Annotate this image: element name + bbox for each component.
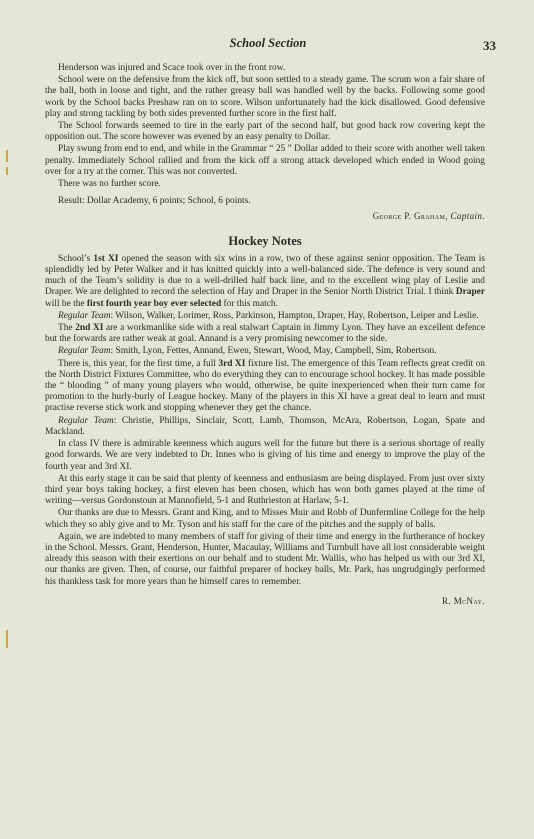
rugby-signature <box>45 211 485 222</box>
running-title: School Section <box>229 36 307 50</box>
team-list-1st-xi: Regular Team: Wilson, Walker, Lorimer, Ross, Parkinson, Hampton, Draper, Hay, Robertson, Leiper and Leslie. <box>58 310 479 321</box>
rugby-paragraph: Play swung from end to end, and while in the Grammar “ 25 ” Dollar added to their score with another well taken penalty. Immediately School rallied and from the kick off a strong attack developed which ended in Wood going over for a try at the corner. This was not converted. <box>45 144 485 177</box>
rugby-paragraph: School were on the defensive from the kick off, but soon settled to a steady game. The scrum won a fair share of the ball, both in loose and tight, and the rather greasy ball was handled well by the backs. Following some good work by the School backs Preshaw ran on to score. Wilson unfortunately had the kick disallowed. Good defensive play and strong tackling by both sides prevented further score in the first half. <box>45 75 485 119</box>
hockey-paragraph: In class IV there is admirable keenness which augurs well for the future but there is a serious shortage of really good forwards. We are very indebted to Dr. Innes who is giving of his time and energy to improve the play of the fourth year and 3rd XI. <box>45 439 485 472</box>
page-number: 33 <box>483 38 496 53</box>
margin-mark <box>6 167 8 175</box>
hockey-paragraph-1st-xi: School’s 1st XI opened the season with six wins in a row, two of these against senior opposition. The Team is splendidly led by Peter Walker and it has knitted quickly into a well-balanced side. The defence is very sound and much of the Team’s solidity is due to a well-drilled half back line, and to the excellent wing play of Leslie and Draper. We are delighted to record the selection of Hay and Draper in the Senior North District Trial. I think Draper will be the first fourth year boy ever selected for this match. <box>45 253 485 309</box>
section-title: Hockey Notes <box>228 233 302 248</box>
rugby-paragraph: There was no further score. <box>58 179 161 190</box>
hockey-paragraph: At this early stage it can be said that plenty of keenness and enthusiasm are being displayed. From just over sixty third year boys taking hockey, a first eleven has been chosen, which has won both games played at the time of writing—versus Gordonstoun at Mannofield, 5-1 and Ruthrieston at Harlaw, 5-1. <box>45 473 485 507</box>
rugby-paragraph: Henderson was injured and Scace took over in the front row. <box>58 63 286 73</box>
hockey-paragraph-2nd-xi: The 2nd XI are a workmanlike side with a real stalwart Captain in Jimmy Lyon. They have an excellent defence but the forwards are rather weak at goal. Annand is a very promising newcomer to the side. <box>45 323 486 345</box>
team-list-2nd-xi: Regular Team: Smith, Lyon, Fettes, Annand, Ewen, Stewart, Wood, May, Campbell, Sim, Robertson. <box>58 346 437 357</box>
page-body <box>45 63 485 608</box>
signature-role: Captain. <box>450 211 485 222</box>
margin-mark <box>6 150 8 162</box>
hockey-paragraph-3rd-xi: There is, this year, for the first time, a full 3rd XI fixture list. The emergence of this Team reflects great credit on the North District Fixtures Committee, who do everything they can to encourage school hockey. It has made possible the “ blooding ” of many young players who would, otherwise, be quite inexperienced when their turn came for promotion to the hurly-burly of League hockey. Many of the players in this XI have a great deal to learn and must practise reverse stick work and stopping whenever they get the chance. <box>45 358 485 414</box>
hockey-paragraph: Our thanks are due to Messrs. Grant and King, and to Misses Muir and Robb of Dunfermline College for the help which they so ably give and to Mr. Tyson and his staff for the care of the pitches and the supply of balls. <box>45 508 485 530</box>
hockey-signature: R. McNay. <box>442 595 485 606</box>
hockey-paragraph: Again, we are indebted to many members of staff for giving of their time and energy in the furtherance of hockey in the School. Messrs. Grant, Henderson, Hunter, Macaulay, Williams and Turnbull have all lost considerable weight already this season with their exertions on our behalf and to student Mr. Wallis, who has helped us with our 3rd XI, our thanks are given. Then, of course, our faithful preparer of hockey balls, Mr. Park, has ungrudgingly performed his thankless task for more years than he himself cares to remember. <box>45 531 485 587</box>
team-list-3rd-xi: Regular Team: Christie, Phillips, Sinclair, Scott, Lamb, Thomson, McAra, Robertson, Logan, Spate and Mackland. <box>45 415 485 437</box>
page-header <box>40 36 496 56</box>
signature-name: George P. Graham, <box>372 211 448 222</box>
rugby-paragraph: The School forwards seemed to tire in the early part of the second half, but good back row covering kept the opposition out. The score however was evened by an easy penalty to Dollar. <box>45 121 485 143</box>
margin-mark <box>6 630 8 648</box>
match-result: Result: Dollar Academy, 6 points; School, 6 points. <box>58 196 251 207</box>
